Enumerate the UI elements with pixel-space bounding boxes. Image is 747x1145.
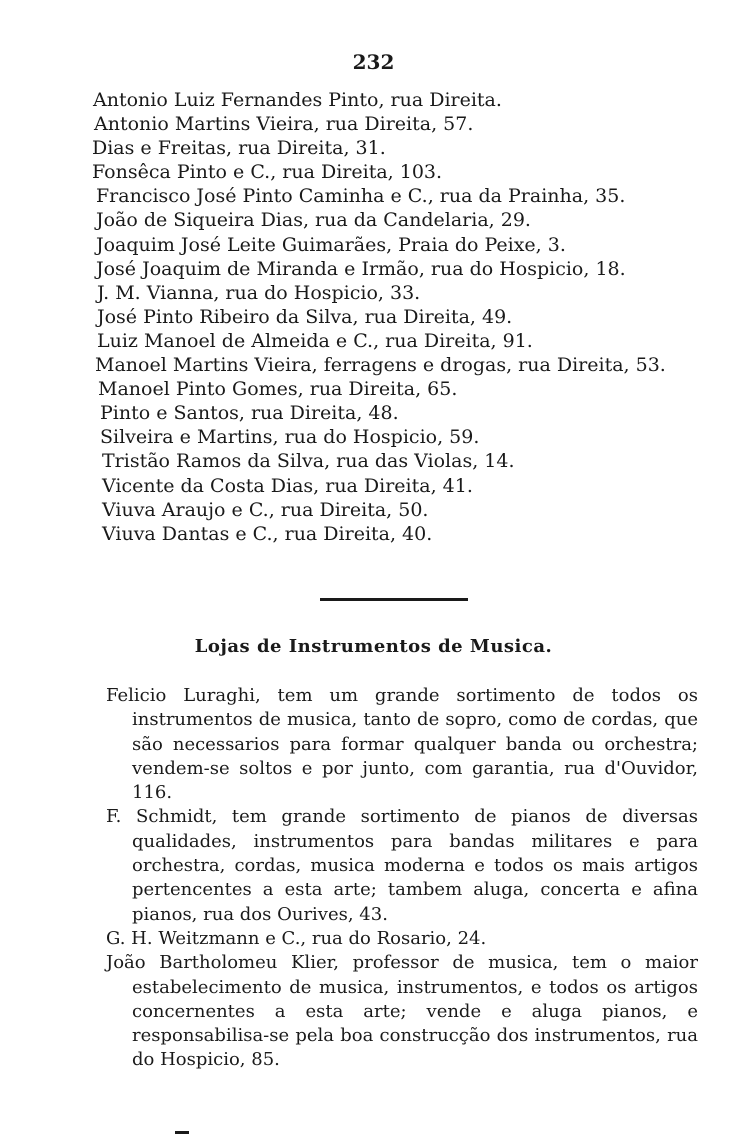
page-number: 232 [352,50,395,74]
merchant-list [91,88,691,546]
entry-paragraph: João Bartholomeu Klier, professor de musica, tem o maior estabelecimento de musica, instrumentos, e todos os artigos concernentes a esta arte; vende e aluga pianos, e responsabilisa-se pela boa construcção dos instrumentos, rua do Hospicio, 85. [106,952,698,1071]
list-item: Dias e Freitas, rua Direita, 31. [92,137,386,160]
entry-paragraph: G. H. Weitzmann e C., rua do Rosario, 24. [106,927,487,949]
list-item: José Pinto Ribeiro da Silva, rua Direita, 49. [97,305,513,328]
list-item: Antonio Luiz Fernandes Pinto, rua Direita. [93,89,502,111]
list-item: José Joaquim de Miranda e Irmão, rua do Hospicio, 18. [96,257,626,280]
entry-paragraph: F. Schmidt, tem grande sortimento de pianos de diversas qualidades, instrumentos para bandas militares e para orchestra, cordas, musica moderna e todos os mais artigos pertencentes a esta arte; tambem aluga, concerta e afina pianos, rua dos Ourives, 43. [106,806,698,925]
list-item: Silveira e Martins, rua do Hospicio, 59. [100,426,480,449]
page-mark [175,1131,189,1134]
list-item: João de Siqueira Dias, rua da Candelaria, 29. [96,209,531,232]
list-item: Pinto e Santos, rua Direita, 48. [100,402,399,425]
list-item: Joaquim José Leite Guimarães, Praia do Peixe, 3. [96,233,566,256]
list-item: Luiz Manoel de Almeida e C., rua Direita, 91. [97,329,533,352]
music-shop-entries [106,684,698,1073]
list-item: Viuva Dantas e C., rua Direita, 40. [102,522,433,545]
list-item: Fonsêca Pinto e C., rua Direita, 103. [92,161,443,184]
section-divider [320,598,468,601]
list-item: Manoel Pinto Gomes, rua Direita, 65. [98,378,458,401]
entry-paragraph: Felicio Luraghi, tem um grande sortimento de todos os instrumentos de musica, tanto de sopro, como de cordas, que são necessarios para formar qualquer banda ou orchestra; vendem-se soltos e por junto, com garantia, rua d'Ouvidor, 116. [106,685,698,804]
list-item: Francisco José Pinto Caminha e C., rua da Prainha, 35. [96,185,626,208]
list-item: Viuva Araujo e C., rua Direita, 50. [102,498,429,521]
section-heading: Lojas de Instrumentos de Musica. [194,636,553,657]
list-item: Tristão Ramos da Silva, rua das Violas, 14. [102,450,515,473]
list-item: J. M. Vianna, rua do Hospicio, 33. [97,281,421,304]
list-item: Antonio Martins Vieira, rua Direita, 57. [94,113,474,136]
list-item: Manoel Martins Vieira, ferragens e drogas, rua Direita, 53. [95,354,666,377]
list-item: Vicente da Costa Dias, rua Direita, 41. [102,474,473,497]
